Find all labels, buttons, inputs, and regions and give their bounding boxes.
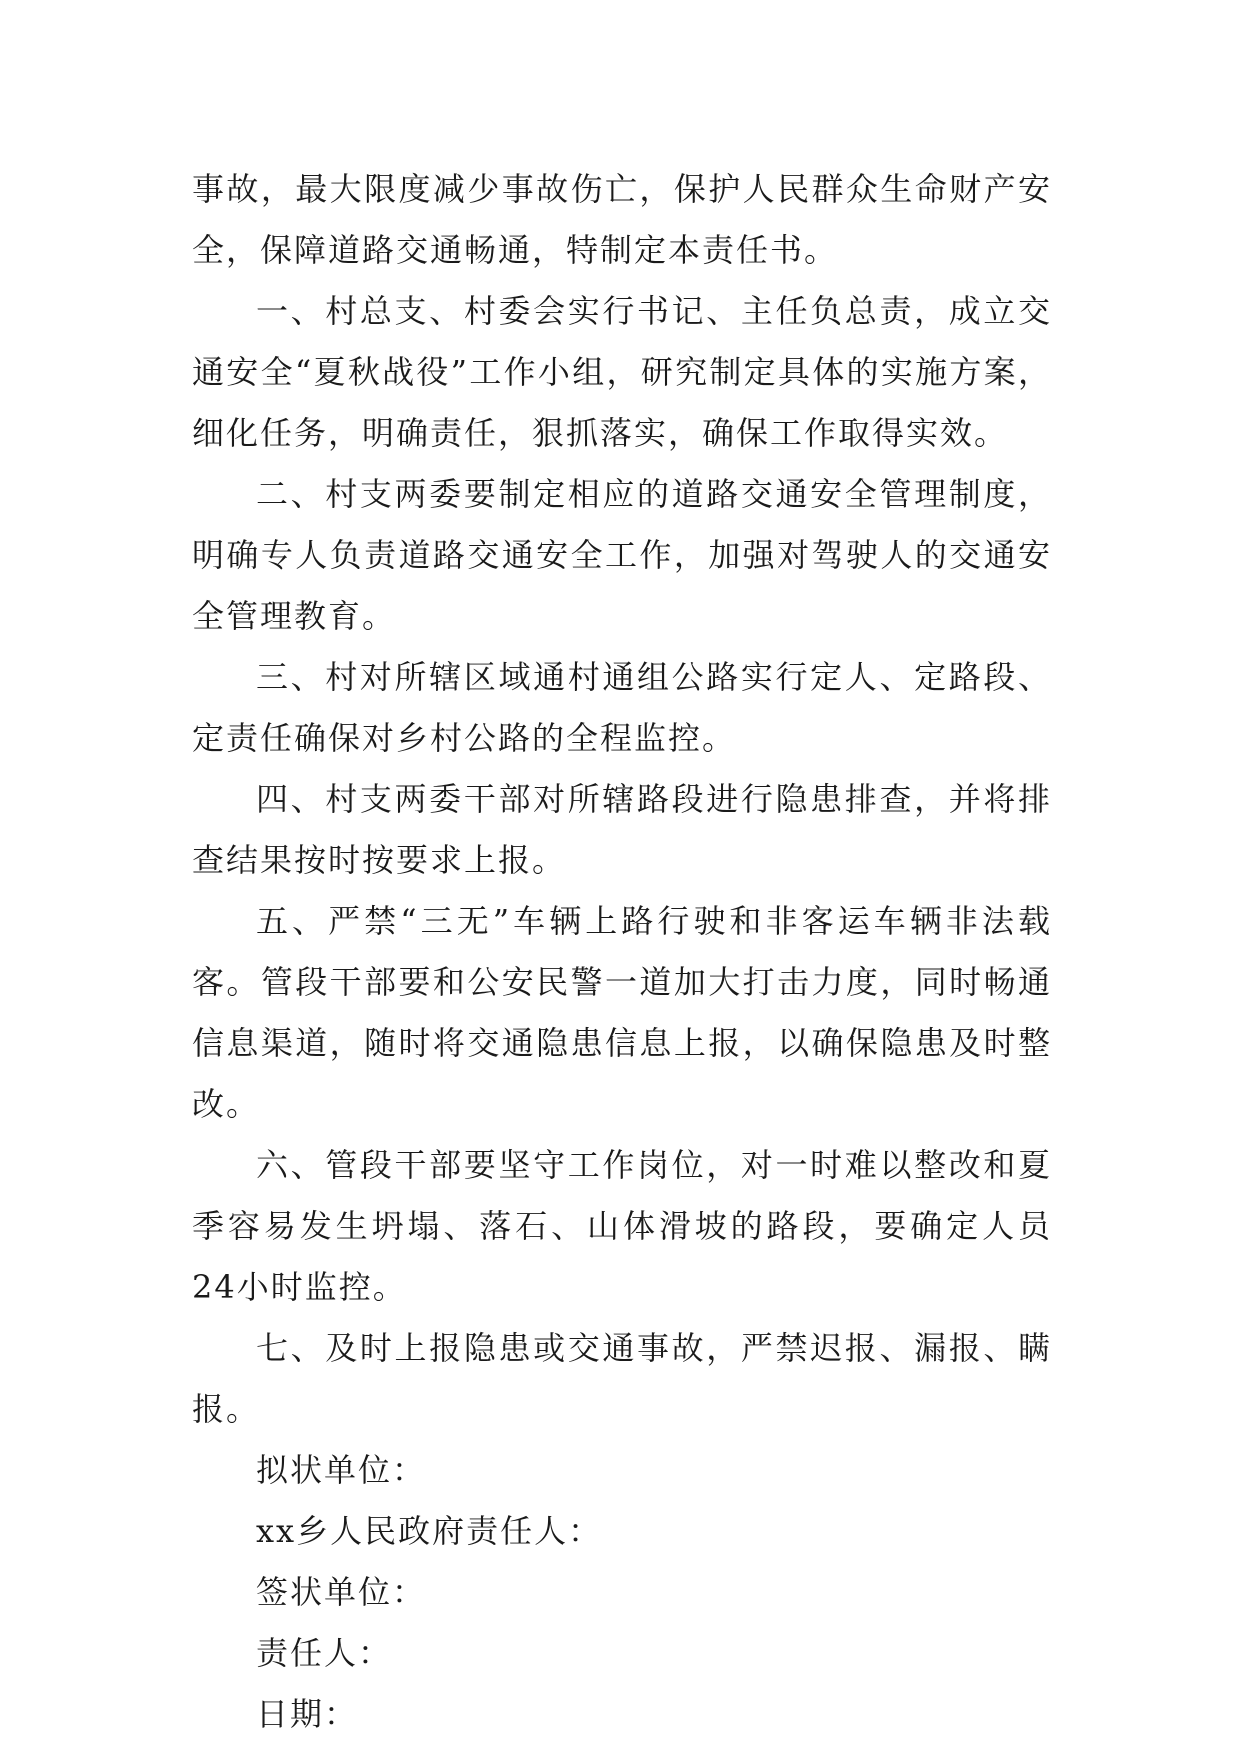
paragraph-item-2: 二、村支两委要制定相应的道路交通安全管理制度，明确专人负责道路交通安全工作，加强对驾驶人的交通安全管理教育。	[192, 475, 1052, 635]
paragraph-item-1: 一、村总支、村委会实行书记、主任负总责，成立交通安全“夏秋战役”工作小组，研究制定具体的实施方案，细化任务，明确责任，狠抓落实，确保工作取得实效。	[192, 292, 1052, 452]
signer-label: 签状单位：	[256, 1573, 427, 1611]
paragraph-item-7: 七、及时上报隐患或交通事故，严禁迟报、漏报、瞒报。	[192, 1329, 1052, 1428]
paragraph-continuation: 事故，最大限度减少事故伤亡，保护人民群众生命财产安全，保障道路交通畅通，特制定本责任书。	[192, 170, 1052, 269]
government-responsible-label: xx乡人民政府责任人：	[256, 1512, 603, 1550]
paragraph-item-6: 六、管段干部要坚守工作岗位，对一时难以整改和夏季容易发生坍塌、落石、山体滑坡的路段，要确定人员24小时监控。	[192, 1146, 1052, 1306]
date-label: 日期：	[256, 1695, 359, 1733]
paragraph-item-3: 三、村对所辖区域通村通组公路实行定人、定路段、定责任确保对乡村公路的全程监控。	[192, 658, 1052, 757]
document-body	[192, 159, 1052, 1745]
paragraph-item-4: 四、村支两委干部对所辖路段进行隐患排查，并将排查结果按时按要求上报。	[192, 780, 1052, 879]
responsible-person-label: 责任人：	[256, 1634, 393, 1672]
paragraph-item-5: 五、严禁“三无”车辆上路行驶和非客运车辆非法载客。管段干部要和公安民警一道加大打击力度，同时畅通信息渠道，随时将交通隐患信息上报，以确保隐患及时整改。	[192, 902, 1052, 1123]
issuer-label: 拟状单位：	[256, 1451, 427, 1489]
